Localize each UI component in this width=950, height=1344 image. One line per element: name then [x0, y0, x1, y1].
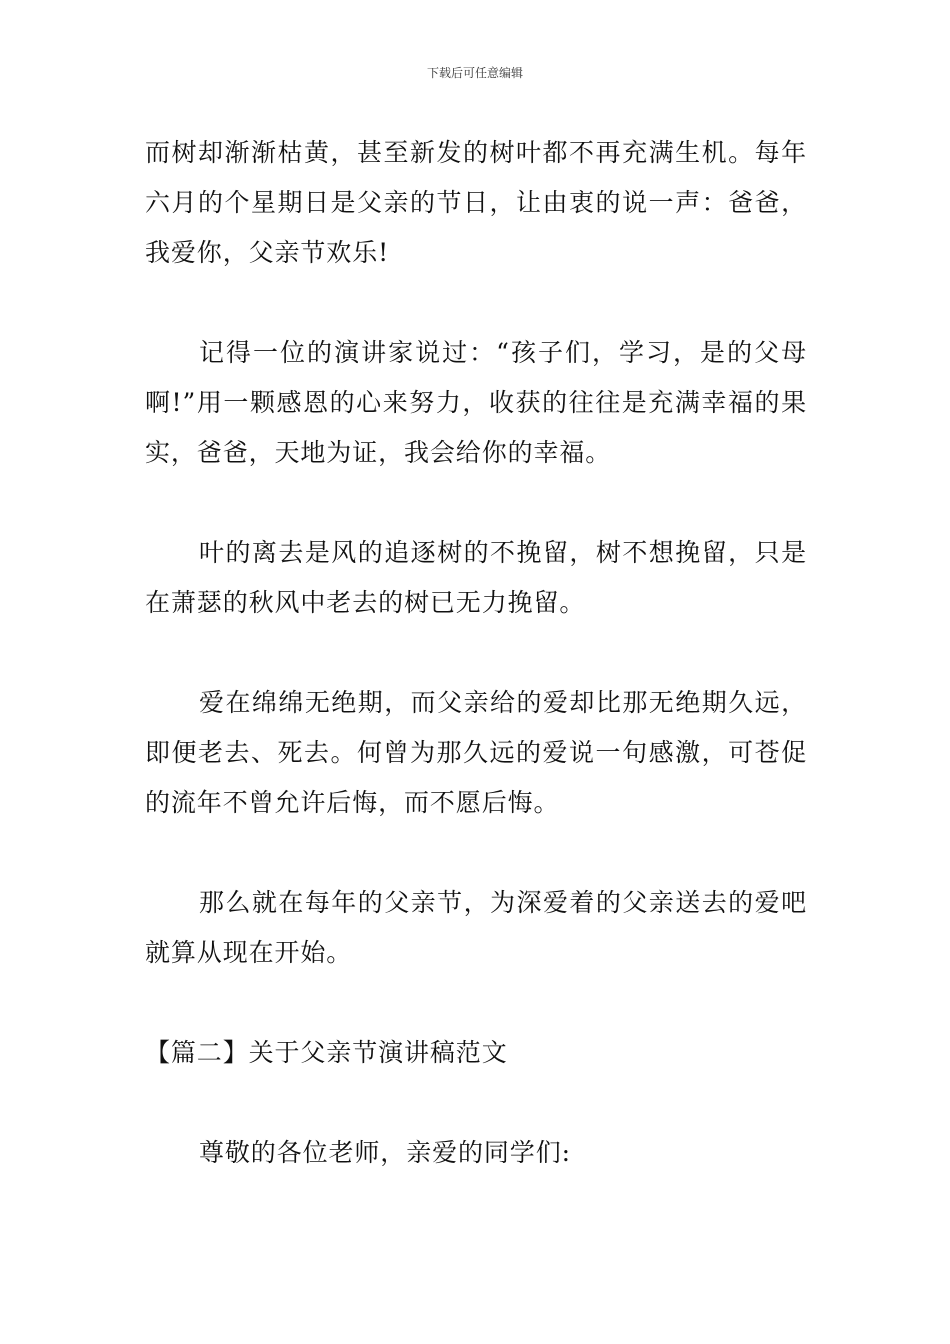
- document-body: [145, 128, 807, 1178]
- section-heading: 【篇二】关于父亲节演讲稿范文: [145, 1038, 508, 1067]
- page-header-note: 下载后可任意编辑: [426, 66, 523, 80]
- greeting-line: 尊敬的各位老师，亲爱的同学们:: [199, 1138, 571, 1167]
- paragraph: 那么就在每年的父亲节，为深爱着的父亲送去的爱吧就算从现在开始。: [145, 888, 807, 967]
- paragraph-gap: [145, 278, 807, 328]
- paragraph: 叶的离去是风的追逐树的不挽留，树不想挽留，只是在萧瑟的秋风中老去的树已无力挽留。: [145, 538, 807, 617]
- paragraph-gap: [145, 978, 807, 1028]
- paragraph-gap: [145, 1078, 807, 1128]
- paragraph: 而树却渐渐枯黄，甚至新发的树叶都不再充满生机。每年六月的个星期日是父亲的节日，让由衷的说一声：爸爸，我爱你，父亲节欢乐!: [145, 138, 807, 267]
- paragraph: 记得一位的演讲家说过：“孩子们，学习，是的父母啊!”用一颗感恩的心来努力，收获的往往是充满幸福的果实，爸爸，天地为证，我会给你的幸福。: [145, 338, 807, 467]
- paragraph-gap: [145, 478, 807, 528]
- paragraph-gap: [145, 628, 807, 678]
- paragraph-gap: [145, 828, 807, 878]
- paragraph: 爱在绵绵无绝期，而父亲给的爱却比那无绝期久远，即便老去、死去。何曾为那久远的爱说一句感激，可苍促的流年不曾允许后悔，而不愿后悔。: [145, 688, 807, 817]
